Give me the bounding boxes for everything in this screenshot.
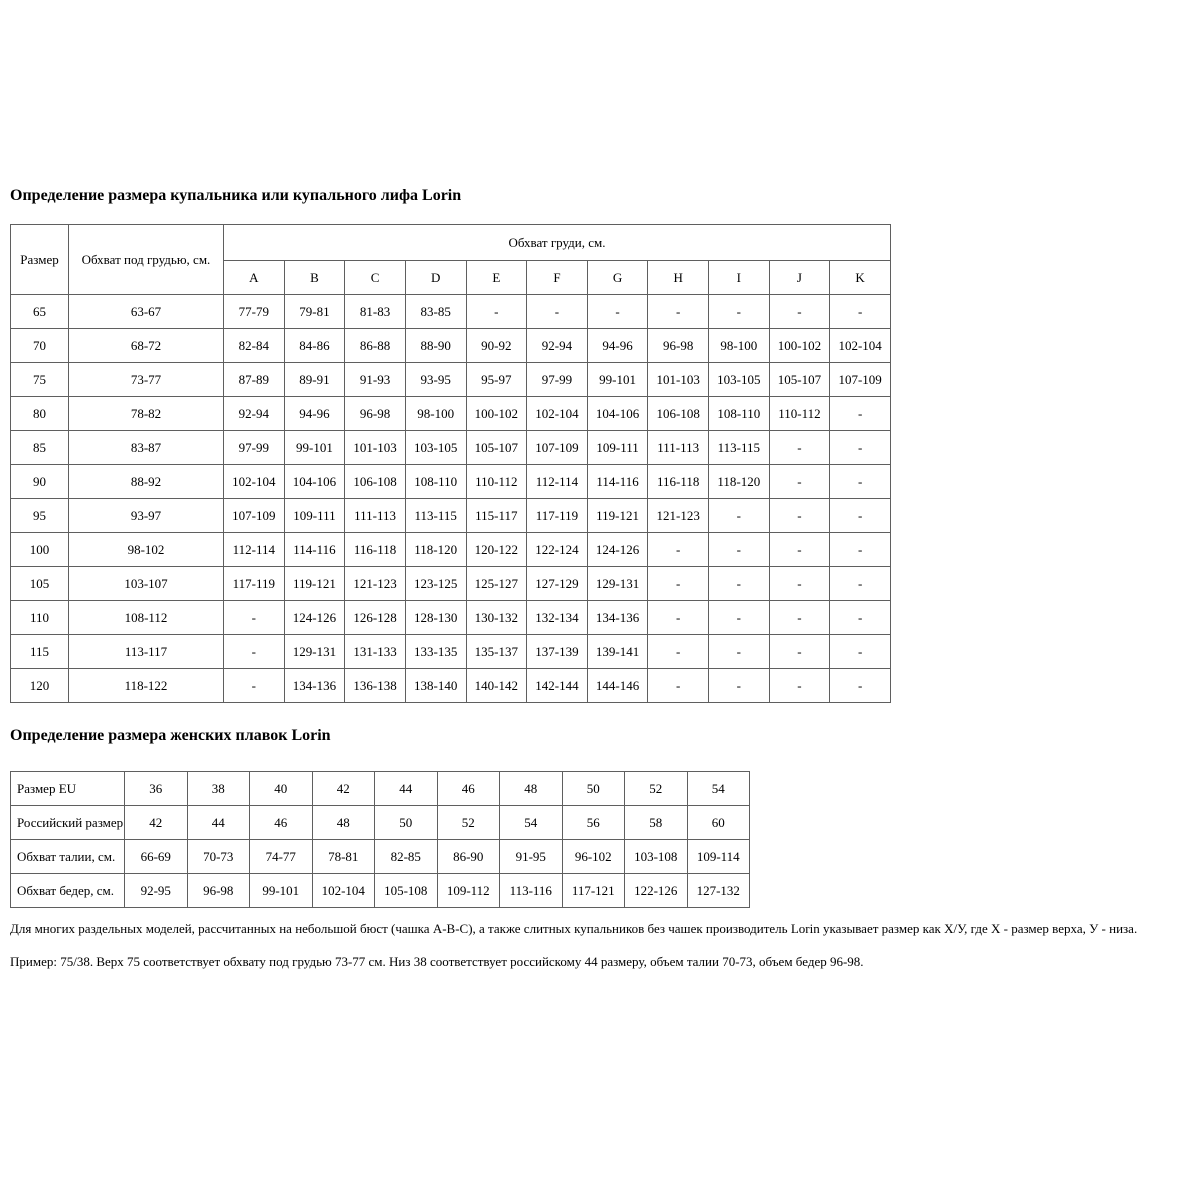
bust-range-cell: 117-119 (527, 499, 588, 533)
bust-range-cell: 77-79 (224, 295, 285, 329)
bust-range-cell: - (769, 669, 830, 703)
col-header-cup: G (587, 261, 648, 295)
value-cell: 86-90 (437, 840, 500, 874)
value-cell: 46 (250, 806, 313, 840)
bust-range-cell: - (709, 499, 770, 533)
bust-range-cell: 113-115 (709, 431, 770, 465)
bust-range-cell: - (466, 295, 527, 329)
footnote (10, 921, 1190, 969)
section1-title: Определение размера купальника или купального лифа Lorin (10, 187, 462, 204)
bust-range-cell: 96-98 (345, 397, 406, 431)
bust-range-cell: - (830, 669, 891, 703)
bust-range-cell: 108-110 (709, 397, 770, 431)
bust-range-cell: - (527, 295, 588, 329)
table-row (11, 874, 750, 908)
bust-range-cell: - (709, 533, 770, 567)
bust-range-cell: 91-93 (345, 363, 406, 397)
bust-range-cell: 101-103 (345, 431, 406, 465)
bust-range-cell: - (769, 431, 830, 465)
bust-range-cell: 119-121 (587, 499, 648, 533)
value-cell: 74-77 (250, 840, 313, 874)
bust-range-cell: 102-104 (527, 397, 588, 431)
bust-range-cell: - (769, 465, 830, 499)
underbust-cell: 98-102 (69, 533, 224, 567)
value-cell: 48 (312, 806, 375, 840)
bust-range-cell: 94-96 (587, 329, 648, 363)
bust-range-cell: 126-128 (345, 601, 406, 635)
table-row (11, 363, 891, 397)
table-row (11, 465, 891, 499)
value-cell: 102-104 (312, 874, 375, 908)
bust-range-cell: - (587, 295, 648, 329)
bust-range-cell: 100-102 (769, 329, 830, 363)
col-header-cup: A (224, 261, 285, 295)
bust-range-cell: 107-109 (830, 363, 891, 397)
size-cell: 65 (11, 295, 69, 329)
bust-range-cell: 95-97 (466, 363, 527, 397)
bust-range-cell: 110-112 (466, 465, 527, 499)
size-cell: 95 (11, 499, 69, 533)
col-header-cup: H (648, 261, 709, 295)
bust-range-cell: 90-92 (466, 329, 527, 363)
value-cell: 105-108 (375, 874, 438, 908)
bust-range-cell: 124-126 (587, 533, 648, 567)
bust-range-cell: 102-104 (224, 465, 285, 499)
bust-range-cell: - (709, 669, 770, 703)
bust-range-cell: 124-126 (284, 601, 345, 635)
bust-range-cell: 92-94 (224, 397, 285, 431)
bust-range-cell: 140-142 (466, 669, 527, 703)
bust-range-cell: 122-124 (527, 533, 588, 567)
underbust-cell: 108-112 (69, 601, 224, 635)
bust-range-cell: 113-115 (405, 499, 466, 533)
value-cell: 60 (687, 806, 750, 840)
value-cell: 48 (500, 772, 563, 806)
value-cell: 99-101 (250, 874, 313, 908)
bust-range-cell: 123-125 (405, 567, 466, 601)
table-row (11, 295, 891, 329)
value-cell: 113-116 (500, 874, 563, 908)
table-row (11, 397, 891, 431)
table-row (11, 772, 750, 806)
bottoms-size-table (10, 771, 750, 908)
bust-range-cell: 86-88 (345, 329, 406, 363)
bust-range-cell: 98-100 (405, 397, 466, 431)
bust-range-cell: 129-131 (284, 635, 345, 669)
value-cell: 122-126 (625, 874, 688, 908)
bust-range-cell: 101-103 (648, 363, 709, 397)
bust-range-cell: - (769, 567, 830, 601)
bust-range-cell: 117-119 (224, 567, 285, 601)
table-row (11, 533, 891, 567)
bust-range-cell: - (648, 567, 709, 601)
value-cell: 42 (312, 772, 375, 806)
bust-range-cell: 83-85 (405, 295, 466, 329)
underbust-cell: 63-67 (69, 295, 224, 329)
bust-range-cell: 137-139 (527, 635, 588, 669)
bust-range-cell: 105-107 (769, 363, 830, 397)
value-cell: 36 (125, 772, 188, 806)
table-row (11, 669, 891, 703)
bust-range-cell: 121-123 (648, 499, 709, 533)
bust-range-cell: 142-144 (527, 669, 588, 703)
col-header-size: Размер (11, 225, 69, 295)
bust-range-cell: 92-94 (527, 329, 588, 363)
value-cell: 50 (562, 772, 625, 806)
bust-range-cell: 93-95 (405, 363, 466, 397)
bust-range-cell: 114-116 (587, 465, 648, 499)
row-label: Размер EU (11, 772, 125, 806)
bust-range-cell: 114-116 (284, 533, 345, 567)
value-cell: 91-95 (500, 840, 563, 874)
bust-range-cell: 134-136 (284, 669, 345, 703)
bust-range-cell: 133-135 (405, 635, 466, 669)
table-row (11, 840, 750, 874)
bust-range-cell: - (769, 533, 830, 567)
size-cell: 120 (11, 669, 69, 703)
bust-range-cell: 138-140 (405, 669, 466, 703)
col-header-cup: C (345, 261, 406, 295)
row-label: Обхват бедер, см. (11, 874, 125, 908)
bust-range-cell: - (648, 601, 709, 635)
bottoms-size-table-body (11, 772, 750, 908)
bust-range-cell: - (709, 601, 770, 635)
bust-range-cell: 111-113 (345, 499, 406, 533)
bust-range-cell: 129-131 (587, 567, 648, 601)
bra-size-table (10, 224, 891, 703)
bust-range-cell: - (709, 295, 770, 329)
bust-range-cell: 104-106 (587, 397, 648, 431)
bust-range-cell: 134-136 (587, 601, 648, 635)
value-cell: 42 (125, 806, 188, 840)
bust-range-cell: 116-118 (648, 465, 709, 499)
bust-range-cell: - (769, 601, 830, 635)
bust-range-cell: 115-117 (466, 499, 527, 533)
bust-range-cell: - (830, 431, 891, 465)
bust-range-cell: 84-86 (284, 329, 345, 363)
bust-range-cell: - (769, 499, 830, 533)
bust-range-cell: - (830, 635, 891, 669)
value-cell: 109-114 (687, 840, 750, 874)
bust-range-cell: 99-101 (587, 363, 648, 397)
bust-range-cell: - (830, 499, 891, 533)
bust-range-cell: 96-98 (648, 329, 709, 363)
size-cell: 70 (11, 329, 69, 363)
bust-range-cell: - (709, 635, 770, 669)
bust-range-cell: - (709, 567, 770, 601)
bust-range-cell: 109-111 (284, 499, 345, 533)
value-cell: 66-69 (125, 840, 188, 874)
value-cell: 127-132 (687, 874, 750, 908)
bust-range-cell: - (648, 635, 709, 669)
bust-range-cell: 116-118 (345, 533, 406, 567)
bust-range-cell: - (224, 635, 285, 669)
bust-range-cell: 139-141 (587, 635, 648, 669)
bust-range-cell: 106-108 (648, 397, 709, 431)
table-row (11, 431, 891, 465)
value-cell: 50 (375, 806, 438, 840)
bust-range-cell: - (830, 465, 891, 499)
bust-range-cell: - (769, 635, 830, 669)
bust-range-cell: - (830, 295, 891, 329)
value-cell: 44 (187, 806, 250, 840)
bust-range-cell: 109-111 (587, 431, 648, 465)
bust-range-cell: 88-90 (405, 329, 466, 363)
header-row-group (11, 225, 891, 261)
col-header-cup: F (527, 261, 588, 295)
col-header-cup: I (709, 261, 770, 295)
bust-range-cell: 130-132 (466, 601, 527, 635)
bust-range-cell: 135-137 (466, 635, 527, 669)
size-cell: 115 (11, 635, 69, 669)
bust-range-cell: - (830, 533, 891, 567)
col-header-cup: D (405, 261, 466, 295)
col-header-cup: K (830, 261, 891, 295)
table-row (11, 567, 891, 601)
value-cell: 52 (625, 772, 688, 806)
bust-range-cell: 118-120 (709, 465, 770, 499)
bust-range-cell: 136-138 (345, 669, 406, 703)
bust-range-cell: 107-109 (527, 431, 588, 465)
bust-range-cell: 121-123 (345, 567, 406, 601)
bust-range-cell: 112-114 (224, 533, 285, 567)
bust-range-cell: 118-120 (405, 533, 466, 567)
col-header-cup: B (284, 261, 345, 295)
value-cell: 54 (687, 772, 750, 806)
size-cell: 90 (11, 465, 69, 499)
bust-range-cell: 111-113 (648, 431, 709, 465)
bust-range-cell: 128-130 (405, 601, 466, 635)
bust-range-cell: 106-108 (345, 465, 406, 499)
underbust-cell: 93-97 (69, 499, 224, 533)
bust-range-cell: 144-146 (587, 669, 648, 703)
size-cell: 100 (11, 533, 69, 567)
value-cell: 46 (437, 772, 500, 806)
bust-range-cell: 81-83 (345, 295, 406, 329)
table-row (11, 601, 891, 635)
table-row (11, 806, 750, 840)
bust-range-cell: 97-99 (224, 431, 285, 465)
value-cell: 44 (375, 772, 438, 806)
bust-range-cell: 98-100 (709, 329, 770, 363)
bust-range-cell: - (224, 601, 285, 635)
bust-range-cell: 79-81 (284, 295, 345, 329)
bust-range-cell: 107-109 (224, 499, 285, 533)
bust-range-cell: 102-104 (830, 329, 891, 363)
footnote-line-1: Для многих раздельных моделей, рассчитанных на небольшой бюст (чашка A-B-C), а также слитных купальников без чашек производитель Lorin указывает размер как Х/У, где Х - размер верха, У - низа. (10, 921, 1138, 936)
bust-range-cell: 104-106 (284, 465, 345, 499)
bust-range-cell: 99-101 (284, 431, 345, 465)
value-cell: 78-81 (312, 840, 375, 874)
bust-range-cell: - (769, 295, 830, 329)
bust-range-cell: 82-84 (224, 329, 285, 363)
bust-range-cell: 87-89 (224, 363, 285, 397)
bust-range-cell: 97-99 (527, 363, 588, 397)
bust-range-cell: 127-129 (527, 567, 588, 601)
bust-range-cell: 132-134 (527, 601, 588, 635)
value-cell: 109-112 (437, 874, 500, 908)
bust-range-cell: 120-122 (466, 533, 527, 567)
underbust-cell: 118-122 (69, 669, 224, 703)
footnote-line-2: Пример: 75/38. Верх 75 соответствует обхвату под грудью 73-77 см. Низ 38 соответствует российскому 44 размеру, объем талии 70-73, объем бедер 96-98. (10, 954, 864, 969)
bust-range-cell: 89-91 (284, 363, 345, 397)
col-header-cup: J (769, 261, 830, 295)
bust-range-cell: - (648, 669, 709, 703)
row-label: Обхват талии, см. (11, 840, 125, 874)
bust-range-cell: 103-105 (405, 431, 466, 465)
underbust-cell: 113-117 (69, 635, 224, 669)
bust-range-cell: 103-105 (709, 363, 770, 397)
underbust-cell: 68-72 (69, 329, 224, 363)
size-cell: 85 (11, 431, 69, 465)
value-cell: 70-73 (187, 840, 250, 874)
bust-range-cell: 100-102 (466, 397, 527, 431)
bust-range-cell: 112-114 (527, 465, 588, 499)
value-cell: 96-102 (562, 840, 625, 874)
col-header-underbust: Обхват под грудью, см. (69, 225, 224, 295)
bust-range-cell: 110-112 (769, 397, 830, 431)
bra-size-table-body (11, 225, 891, 703)
bust-range-cell: 105-107 (466, 431, 527, 465)
table-row (11, 635, 891, 669)
bust-range-cell: 119-121 (284, 567, 345, 601)
bust-range-cell: 94-96 (284, 397, 345, 431)
bust-range-cell: - (830, 567, 891, 601)
bust-range-cell: 108-110 (405, 465, 466, 499)
section2-title: Определение размера женских плавок Lorin (10, 727, 331, 744)
underbust-cell: 103-107 (69, 567, 224, 601)
bust-range-cell: - (830, 397, 891, 431)
value-cell: 52 (437, 806, 500, 840)
row-label: Российский размер (11, 806, 125, 840)
bust-range-cell: - (830, 601, 891, 635)
size-cell: 105 (11, 567, 69, 601)
underbust-cell: 88-92 (69, 465, 224, 499)
value-cell: 56 (562, 806, 625, 840)
value-cell: 96-98 (187, 874, 250, 908)
table-row (11, 499, 891, 533)
value-cell: 117-121 (562, 874, 625, 908)
bust-range-cell: 131-133 (345, 635, 406, 669)
bust-range-cell: - (648, 295, 709, 329)
value-cell: 58 (625, 806, 688, 840)
value-cell: 38 (187, 772, 250, 806)
underbust-cell: 78-82 (69, 397, 224, 431)
size-cell: 80 (11, 397, 69, 431)
col-header-cup: E (466, 261, 527, 295)
value-cell: 92-95 (125, 874, 188, 908)
value-cell: 82-85 (375, 840, 438, 874)
table-row (11, 329, 891, 363)
bust-range-cell: - (648, 533, 709, 567)
underbust-cell: 83-87 (69, 431, 224, 465)
value-cell: 54 (500, 806, 563, 840)
bust-range-cell: 125-127 (466, 567, 527, 601)
value-cell: 103-108 (625, 840, 688, 874)
size-cell: 110 (11, 601, 69, 635)
bust-range-cell: - (224, 669, 285, 703)
underbust-cell: 73-77 (69, 363, 224, 397)
size-cell: 75 (11, 363, 69, 397)
value-cell: 40 (250, 772, 313, 806)
col-header-bust-group: Обхват груди, см. (224, 225, 891, 261)
